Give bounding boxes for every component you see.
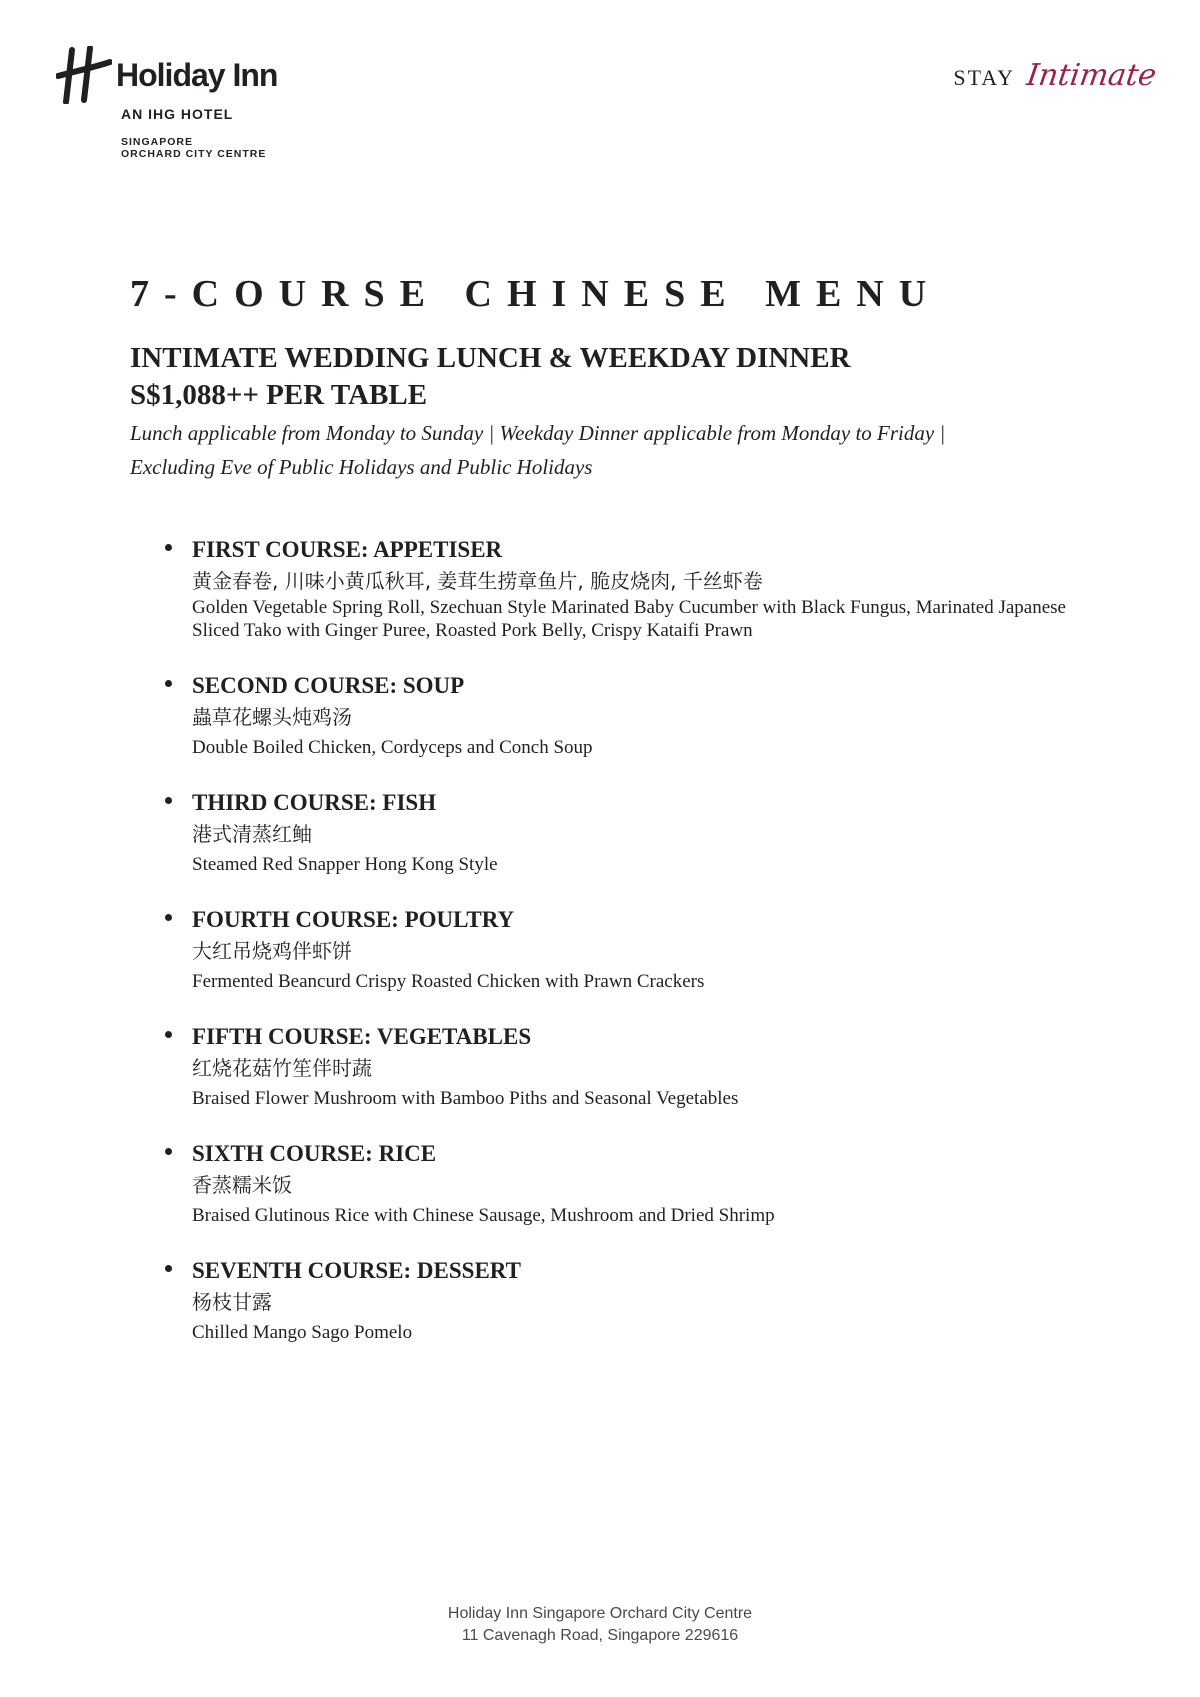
bullet-icon [165, 1148, 172, 1155]
menu-title: 7-COURSE CHINESE MENU [130, 273, 942, 315]
course-title: SECOND COURSE: SOUP [192, 673, 465, 698]
course-chinese-name: 大红吊烧鸡伴虾饼 [192, 939, 352, 963]
footer-address [0, 1603, 1200, 1647]
menu-content [130, 270, 1080, 1372]
bullet-icon [165, 1265, 172, 1272]
bullet-icon [165, 797, 172, 804]
menu-note [130, 416, 1080, 484]
course-english-name: Double Boiled Chicken, Cordyceps and Conch Soup [192, 737, 593, 758]
course-english-name: Fermented Beancurd Crispy Roasted Chicken with Prawn Crackers [192, 971, 705, 992]
subtitle-line-1: INTIMATE WEDDING LUNCH & WEEKDAY DINNER [130, 342, 851, 374]
footer-street-address: 11 Cavenagh Road, Singapore 229616 [461, 1627, 739, 1644]
hotel-logo [56, 46, 316, 160]
holiday-inn-h-icon [56, 46, 112, 104]
course-item [165, 1138, 1115, 1227]
bullet-icon [165, 544, 172, 551]
tagline-script: Intimate [1024, 58, 1159, 93]
course-english-name: Braised Glutinous Rice with Chinese Sausage, Mushroom and Dried Shrimp [192, 1205, 775, 1226]
course-title: SIXTH COURSE: RICE [192, 1141, 437, 1166]
logo-location: SINGAPORE ORCHARD CITY CENTRE [121, 136, 267, 160]
menu-subtitle [130, 340, 1080, 414]
course-item [165, 787, 1115, 876]
footer-hotel-name: Holiday Inn Singapore Orchard City Centre [447, 1605, 753, 1622]
bullet-icon [165, 680, 172, 687]
course-chinese-name: 黄金春卷, 川味小黄瓜秋耳, 姜茸生捞章鱼片, 脆皮烧肉, 千丝虾卷 [192, 569, 763, 593]
tagline-stay: STAY [953, 65, 1016, 90]
course-item [165, 1255, 1115, 1344]
course-chinese-name: 香蒸糯米饭 [192, 1173, 292, 1197]
course-item [165, 670, 1115, 759]
course-item [165, 534, 1115, 642]
course-title: FIRST COURSE: APPETISER [192, 537, 503, 562]
course-item [165, 1021, 1115, 1110]
price-line: S$1,088++ PER TABLE [130, 379, 428, 411]
course-chinese-name: 港式清蒸红鲉 [192, 822, 312, 846]
course-english-name: Steamed Red Snapper Hong Kong Style [192, 854, 498, 875]
course-chinese-name: 蟲草花螺头炖鸡汤 [192, 705, 352, 729]
bullet-icon [165, 914, 172, 921]
course-title: FOURTH COURSE: POULTRY [192, 907, 515, 932]
course-title: THIRD COURSE: FISH [192, 790, 437, 815]
course-english-name: Golden Vegetable Spring Roll, Szechuan Style Marinated Baby Cucumber with Black Fungus, Marinated Japanese Sliced Tako with Ginger Puree, Roasted Pork Belly, Crispy Kataifi Prawn [192, 597, 1066, 641]
course-title: SEVENTH COURSE: DESSERT [192, 1258, 521, 1283]
note-line-1: Lunch applicable from Monday to Sunday | Weekday Dinner applicable from Monday to Friday | [130, 421, 946, 445]
logo-subtitle: AN IHG HOTEL [121, 106, 234, 122]
logo-name: Holiday Inn [116, 56, 278, 93]
course-chinese-name: 杨枝甘露 [192, 1290, 272, 1314]
course-title: FIFTH COURSE: VEGETABLES [192, 1024, 532, 1049]
course-english-name: Braised Flower Mushroom with Bamboo Piths and Seasonal Vegetables [192, 1088, 739, 1109]
stay-intimate-tagline [953, 58, 1159, 93]
course-english-name: Chilled Mango Sago Pomelo [192, 1322, 413, 1343]
course-item [165, 904, 1115, 993]
course-chinese-name: 红烧花菇竹笙伴时蔬 [192, 1056, 372, 1080]
bullet-icon [165, 1031, 172, 1038]
note-line-2: Excluding Eve of Public Holidays and Public Holidays [130, 455, 593, 479]
course-list [165, 534, 1115, 1344]
